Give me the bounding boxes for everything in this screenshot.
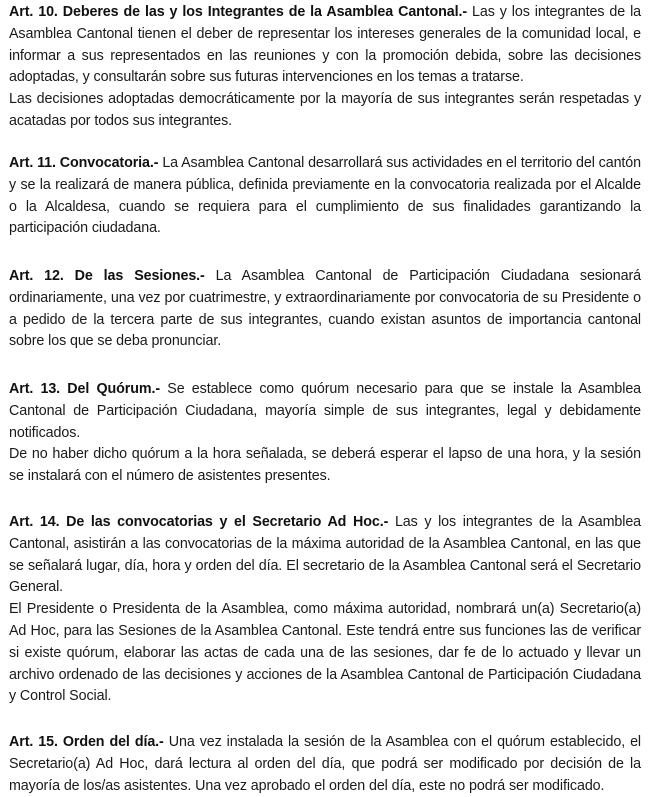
article-15-paragraph-1 [9, 732, 641, 797]
article-13 [9, 379, 641, 488]
article-15 [9, 732, 641, 797]
article-10 [9, 2, 641, 133]
article-14-heading: Art. 14. De las convocatorias y el Secretario Ad Hoc.- [9, 514, 389, 530]
article-11-text-1: La Asamblea Cantonal desarrollará sus actividades en el territorio del cantón y se la realizará de manera pública, definida previamente en la convocatoria realizada por el Alcalde o la Alcaldesa, cuando se requiera para el cumplimiento de sus finalidades garantizando la participación ciudadana. [9, 155, 642, 237]
article-13-text-1: Se establece como quórum necesario para que se instale la Asamblea Cantonal de Participación Ciudadana, mayoría simple de sus integrantes, legal y debidamente notificados. [9, 381, 642, 441]
article-15-heading: Art. 15. Orden del día.- [9, 734, 164, 750]
article-12-heading: Art. 12. De las Sesiones.- [9, 268, 205, 284]
article-14-paragraph-1 [9, 512, 641, 599]
article-10-paragraph-2: Las decisiones adoptadas democráticamente por la mayoría de sus integrantes serán respetadas y acatadas por todos sus integrantes. [9, 91, 641, 129]
article-10-heading: Art. 10. Deberes de las y los Integrantes de la Asamblea Cantonal.- [9, 4, 467, 20]
article-10-text-1: Las y los integrantes de la Asamblea Cantonal tienen el deber de representar los intereses generales de la comunidad local, e informar a sus representados en las reuniones y con la promoción debida, sobre las decisiones adoptadas, y consultarán sobre sus futuras intervenciones en los temas a tratarse. [9, 4, 642, 86]
article-12-text-1: La Asamblea Cantonal de Participación Ciudadana sesionará ordinariamente, una vez por cuatrimestre, y extraordinariamente por convocatoria de su Presidente o a pedido de la tercera parte de sus integrantes, cuando existan asuntos de importancia cantonal sobre los que se deba pronunciar. [9, 268, 641, 350]
article-12 [9, 266, 641, 353]
article-14-text-1: Las y los integrantes de la Asamblea Cantonal, asistirán a las convocatorias de la máxima autoridad de la Asamblea Cantonal, en las que se señalará lugar, día, hora y orden del día. El secretario de la Asamblea Cantonal será el Secretario General. [9, 514, 642, 596]
article-13-heading: Art. 13. Del Quórum.- [9, 381, 161, 397]
article-13-paragraph-1 [9, 379, 641, 444]
article-11-heading: Art. 11. Convocatoria.- [9, 155, 159, 171]
article-11-paragraph-1 [9, 153, 641, 240]
article-15-text-1: Una vez instalada la sesión de la Asamblea con el quórum establecido, el Secretario(a) Ad Hoc, dará lectura al orden del día, que podrá ser modificado por decisión de la mayoría de los/as asistentes. Una vez aprobado el orden del día, este no podrá ser modificado. [9, 734, 642, 794]
article-10-paragraph-1 [9, 2, 641, 89]
article-14 [9, 512, 641, 708]
article-14-paragraph-2: El Presidente o Presidenta de la Asamblea, como máxima autoridad, nombrará un(a) Secretario(a) Ad Hoc, para las Sesiones de la Asamblea Cantonal. Este tendrá entre sus funciones las de verificar si existe quórum, elaborar las actas de cada una de las sesiones, dar fe de lo actuado y llevar un archivo ordenado de las decisiones y acciones de la Asamblea Cantonal de Participación Ciudadana y Control Social. [9, 601, 641, 705]
article-11 [9, 153, 641, 240]
article-12-paragraph-1 [9, 266, 641, 353]
article-13-paragraph-2: De no haber dicho quórum a la hora señalada, se deberá esperar el lapso de una hora, y la sesión se instalará con el número de asistentes presentes. [9, 446, 641, 485]
